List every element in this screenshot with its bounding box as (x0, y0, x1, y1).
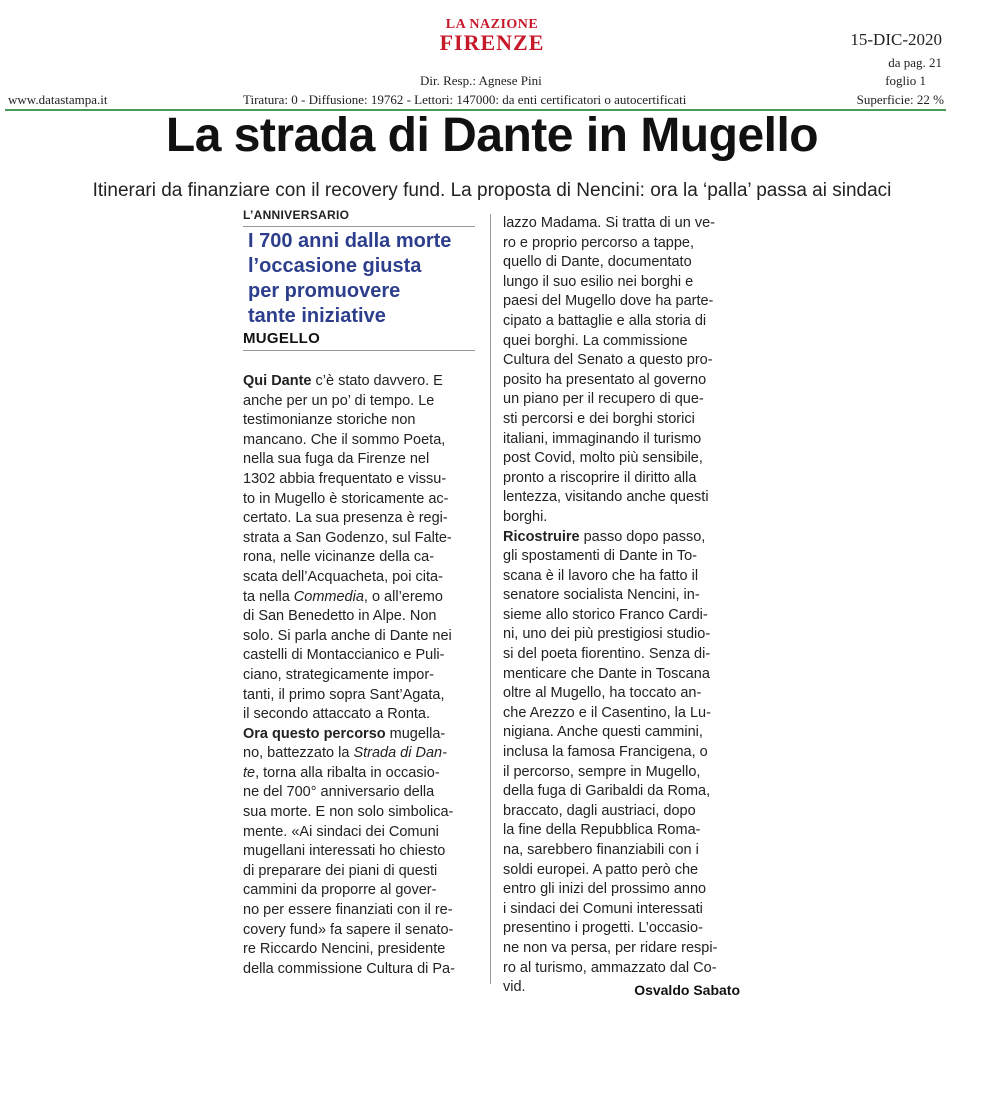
article-subhead: Itinerari da finanziare con il recovery fund. La proposta di Nencini: ora la ‘palla’ passa ai sindaci (92, 180, 892, 201)
text-line: solo. Si parla anche di Dante nei (243, 627, 452, 644)
text-line: sti percorsi e dei borghi storici (503, 410, 695, 427)
text-line: post Covid, molto più sensibile, (503, 450, 703, 467)
kicker: L’ANNIVERSARIO (243, 208, 350, 222)
lead-line: I 700 anni dalla morte (248, 230, 452, 252)
text-line: lazzo Madama. Si tratta di un ve- (503, 215, 715, 231)
text-line: lentezza, visitando anche questi (503, 489, 709, 506)
kicker-divider (243, 226, 475, 227)
text-line: testimonianze storiche non (243, 412, 416, 429)
publication-date: 15-DIC-2020 (850, 30, 942, 49)
text-line: della commissione Cultura di Pa- (243, 960, 455, 977)
text-line: Qui Dante c’è stato davvero. E (243, 373, 443, 389)
text-line: tanti, il primo sopra Sant’Agata, (243, 686, 445, 703)
text-line: il percorso, sempre in Mugello, (503, 763, 701, 780)
text-line: scana è il lavoro che ha fatto il (503, 567, 699, 584)
text-line: ne non va persa, per ridare respi- (503, 939, 718, 956)
from-page: da pag. 21 (888, 55, 942, 70)
text-line: braccato, dagli austriaci, dopo (503, 802, 696, 819)
text-line: te, torna alla ribalta in occasio- (243, 764, 440, 781)
lead-line: per promuovere (248, 280, 401, 302)
text-line: borghi. (503, 508, 548, 525)
text-line: posito ha presentato al governo (503, 371, 707, 388)
text-line: presentino i progetti. L’occasio- (503, 920, 703, 937)
article-headline: La strada di Dante in Mugello (165, 109, 819, 162)
text-line: sieme allo storico Franco Cardi- (503, 606, 708, 623)
text-line: ne del 700° anniversario della (243, 784, 435, 801)
text-line: ciano, strategicamente impor- (243, 666, 434, 683)
text-line: di preparare dei piani di questi (243, 862, 438, 879)
text-line: inclusa la famosa Francigena, o (503, 744, 708, 761)
website: www.datastampa.it (8, 92, 108, 107)
text-line: paesi del Mugello dove ha parte- (503, 293, 714, 310)
text-line: Cultura del Senato a questo pro- (503, 352, 713, 369)
text-line: cipato a battaglie e alla storia di (503, 312, 707, 329)
text-line: vid. (503, 979, 526, 996)
text-line: oltre al Mugello, ha toccato an- (503, 685, 702, 702)
text-line: no per essere finanziati con il re- (243, 902, 453, 919)
text-line: lungo il suo esilio nei borghi e (503, 273, 694, 290)
text-line: della fuga di Garibaldi da Roma, (503, 783, 711, 800)
text-line: ni, uno dei più prestigiosi studio- (503, 626, 711, 643)
text-line: nella sua fuga da Firenze nel (243, 451, 430, 468)
lead-line: l’occasione giusta (248, 255, 422, 277)
text-line: nigiana. Anche questi cammini, (503, 724, 703, 741)
text-line: mancano. Che il sommo Poeta, (243, 431, 446, 448)
text-line: soldi europei. A patto però che (503, 861, 699, 878)
text-line: un piano per il recupero di que- (503, 391, 704, 408)
circulation-info: Tiratura: 0 - Diffusione: 19762 - Lettori: 147000: da enti certificatori o autocertificati (243, 92, 687, 107)
text-line: scata dell’Acquacheta, poi cita- (243, 568, 443, 585)
text-line: si del poeta fiorentino. Senza di- (503, 646, 711, 663)
text-line: quello di Dante, documentato (503, 254, 692, 271)
text-line: Ricostruire passo dopo passo, (503, 528, 706, 545)
place-divider (243, 350, 475, 351)
text-line: i sindaci dei Comuni interessati (503, 900, 703, 917)
text-line: to in Mugello è storicamente ac- (243, 490, 449, 507)
text-line: di San Benedetto in Alpe. Non (243, 608, 437, 625)
article-column-2 (503, 214, 735, 998)
text-line: covery fund» fa sapere il senato- (243, 921, 454, 938)
article-column-1 (243, 372, 475, 979)
surface-percent: Superficie: 22 % (856, 92, 944, 107)
sheet-number: foglio 1 (885, 73, 926, 88)
text-line: no, battezzato la Strada di Dan- (243, 745, 447, 762)
text-line: 1302 abbia frequentato e vissu- (243, 470, 447, 487)
place-label: MUGELLO (243, 330, 321, 347)
column-divider (490, 214, 491, 984)
director: Dir. Resp.: Agnese Pini (420, 73, 542, 88)
text-line: senatore socialista Nencini, in- (503, 587, 700, 604)
text-line: entro gli inizi del prossimo anno (503, 881, 707, 898)
logo-main-text: FIRENZE (439, 30, 545, 55)
text-line: sua morte. E non solo simbolica- (243, 804, 454, 821)
text-line: re Riccardo Nencini, presidente (243, 941, 446, 958)
text-line: castelli di Montaccianico e Puli- (243, 647, 445, 664)
text-line: ro al turismo, ammazzato dal Co- (503, 959, 717, 976)
text-line: quei borghi. La commissione (503, 332, 688, 349)
text-line: rona, nelle vicinanze della ca- (243, 549, 435, 566)
text-line: che Arezzo e il Casentino, la Lu- (503, 704, 711, 721)
text-line: mente. «Ai sindaci dei Comuni (243, 823, 439, 840)
text-line: ro e proprio percorso a tappe, (503, 234, 695, 251)
text-line: menticare che Dante in Toscana (503, 665, 710, 682)
text-line: Ora questo percorso mugella- (243, 725, 446, 742)
text-line: pronto a riscoprire il diritto alla (503, 469, 697, 486)
text-line: italiani, immaginando il turismo (503, 430, 702, 447)
text-line: na, sarebbero finanziabili con i (503, 842, 699, 858)
text-line: anche per un po’ di tempo. Le (243, 392, 435, 409)
text-line: il secondo attaccato a Ronta. (243, 706, 431, 723)
lead-heading (248, 229, 451, 329)
text-line: mugellani interessati ho chiesto (243, 843, 446, 860)
text-line: la fine della Repubblica Roma- (503, 822, 701, 839)
logo-top-text: LA NAZIONE (445, 17, 539, 32)
text-line: certato. La sua presenza è regi- (243, 510, 448, 527)
text-line: ta nella Commedia, o all’eremo (243, 588, 443, 605)
text-line: gli spostamenti di Dante in To- (503, 548, 697, 565)
text-line: strata a San Godenzo, sul Falte- (243, 529, 452, 546)
lead-line: tante iniziative (248, 305, 386, 327)
newspaper-logo (0, 18, 984, 54)
text-line: cammini da proporre al gover- (243, 882, 437, 899)
author-byline: Osvaldo Sabato (634, 982, 740, 998)
